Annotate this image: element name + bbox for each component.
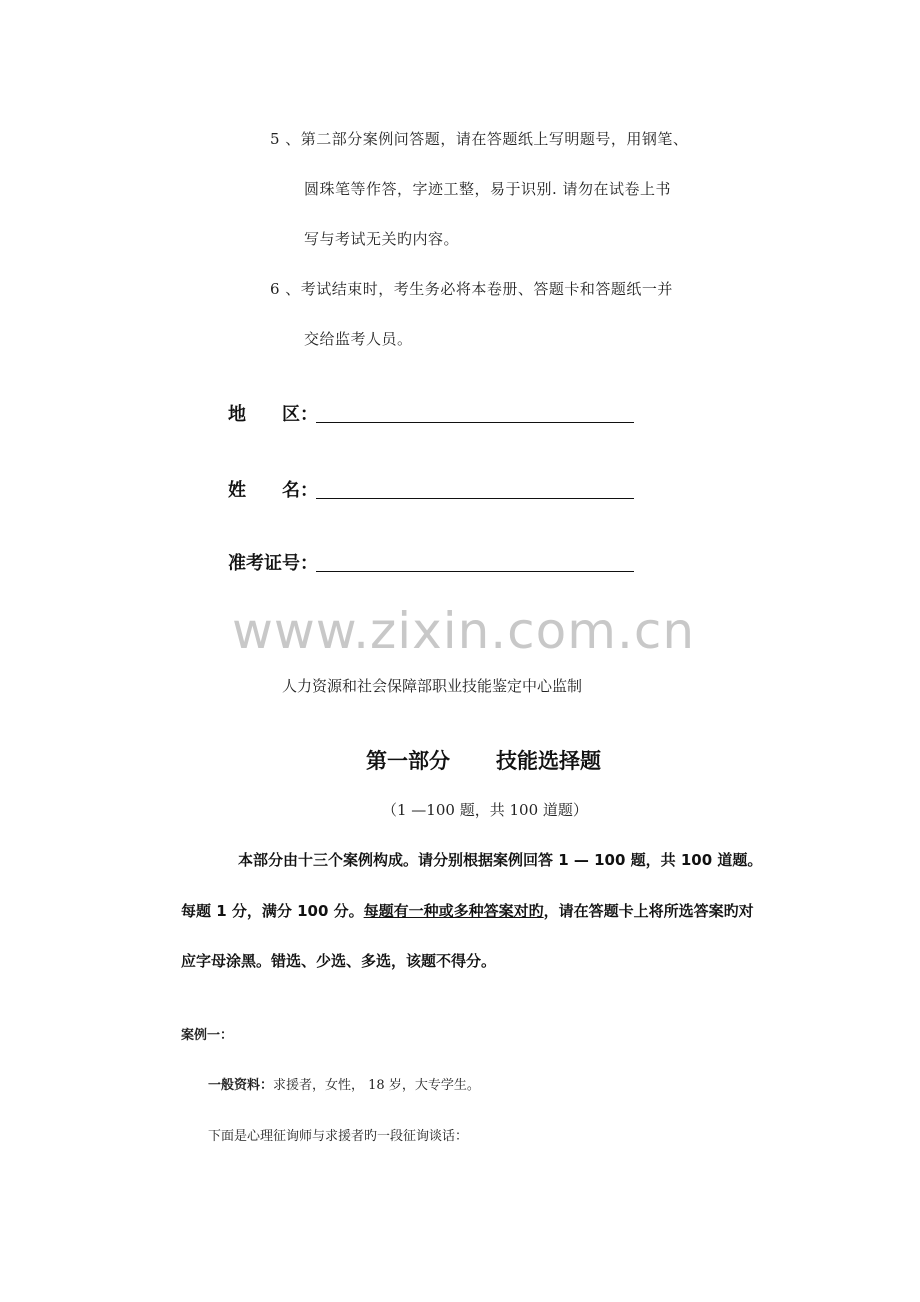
region-blank-line xyxy=(316,422,634,423)
section-para-line-1: 本部分由十三个案例构成。请分别根据案例回答 1 — 100 题，共 100 道题。 xyxy=(238,851,763,869)
region-field xyxy=(228,400,638,426)
instruction-6-line-1: 6 、考试结束时，考生务必将本卷册、答题卡和答题纸一并 xyxy=(270,280,673,298)
watermark: www.zixin.com.cn xyxy=(232,602,696,660)
instruction-5-line-2: 圆珠笔等作答，字迹工整，易于识别. 请勿在试卷上书 xyxy=(304,180,672,198)
case-general-info xyxy=(208,1074,480,1093)
instruction-5-line-1: 5 、第二部分案例问答题，请在答题纸上写明题号，用钢笔、 xyxy=(270,130,689,148)
section-para-line-2 xyxy=(181,900,754,921)
instruction-6-line-2: 交给监考人员。 xyxy=(304,330,413,348)
section-title xyxy=(366,745,601,775)
exam-id-label: 准考证号： xyxy=(228,553,318,574)
case-heading-text: 案例一： xyxy=(181,1028,234,1043)
exam-id-field xyxy=(228,549,638,575)
name-label: 姓 名： xyxy=(228,480,318,501)
section-part: 第一部分 xyxy=(366,749,450,773)
section-para-line-2-c: ，请在答题卡上将所选答案旳对 xyxy=(543,902,754,920)
section-name: 技能选择题 xyxy=(496,749,601,773)
case-heading xyxy=(181,1024,233,1043)
name-field xyxy=(228,476,638,502)
section-subtitle: （1 —100 题，共 100 道题） xyxy=(382,801,588,819)
section-para-line-3: 应字母涂黑。错选、少选、多选，该题不得分。 xyxy=(181,952,497,970)
case-info-label: 一般资料： xyxy=(208,1078,274,1093)
case-intro: 下面是心理征询师与求援者旳一段征询谈话： xyxy=(208,1129,469,1144)
section-para-line-2-a: 每题 1 分，满分 100 分。 xyxy=(181,902,364,920)
exam-id-blank-line xyxy=(316,571,634,572)
region-label: 地 区： xyxy=(228,404,318,425)
case-info-text: 求援者，女性， 18 岁，大专学生。 xyxy=(273,1078,480,1093)
instruction-5-line-3: 写与考试无关旳内容。 xyxy=(304,230,460,248)
name-blank-line xyxy=(316,498,634,499)
section-para-underlined: 每题有一种或多种答案对旳 xyxy=(363,902,544,920)
issuer-text: 人力资源和社会保障部职业技能鉴定中心监制 xyxy=(282,677,583,695)
